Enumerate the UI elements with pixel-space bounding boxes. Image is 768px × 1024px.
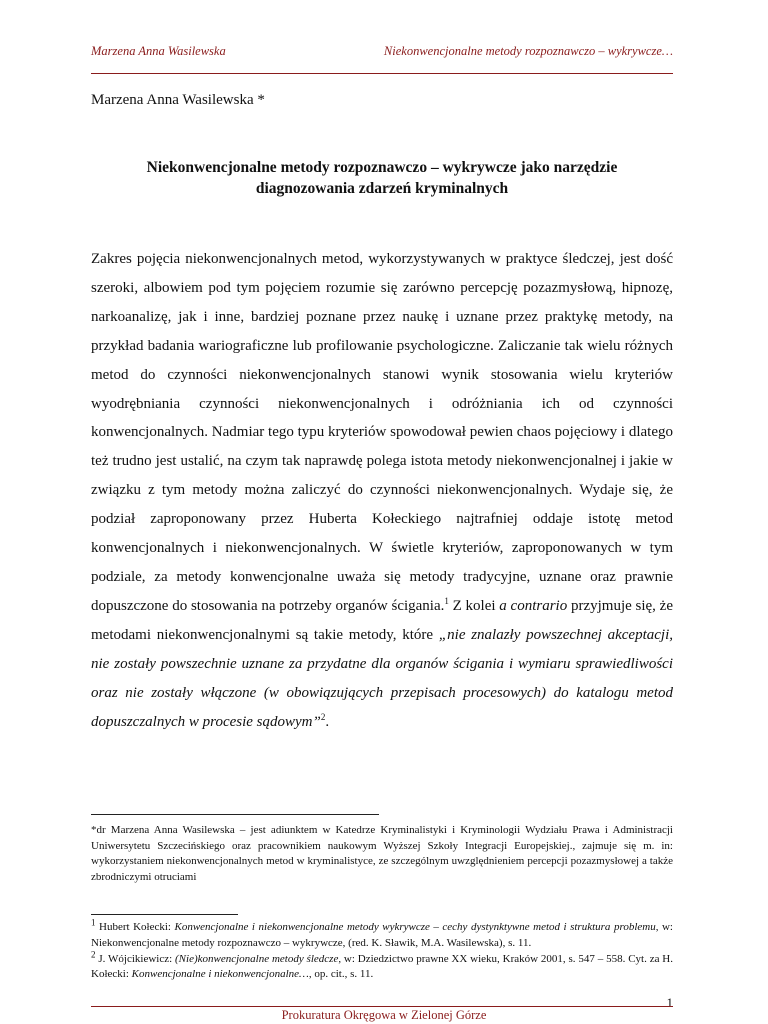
footnote-1-source: , w: Niekonwencjonalne metody rozpoznawczo – wykrywcze, (red. K. Sławik, M.A. Wasilewska), s. 11. [91, 921, 673, 949]
body-text-segment: przyjmuje się, że metodami niekonwencjonalnymi są takie metody, które [91, 597, 673, 643]
footnote-rule [91, 914, 238, 915]
footnote-1-marker: 1 [91, 917, 96, 928]
body-paragraph-1: Zakres pojęcia niekonwencjonalnych metod, wykorzystywanych w praktyce śledczej, jest dość szeroki, albowiem pod tym pojęciem rozumie się zarówno percepcję pozazmysłową, hipnozę, narkoanalizę, jak i inne, bardziej poznane przez naukę i uznane przez praktykę metody, na przykład badania wariograficzne lub profilowanie psychologiczne. Zaliczanie tak wielu różnych metod do czynności niekonwencjonalnych stanowi wynik stosowania wielu kryteriów wyodrębniania czynności niekonwencjonalnych i odróżniania ich od czynności konwencjonalnych. Nadmiar tego typu kryteriów spowodował pewien chaos pojęciowy i dlatego też trudno jest ustalić, na czym tak naprawdę polega istota metody niekonwencjonalnej i jakie w związku z tym metody można zaliczyć do czynności niekonwencjonalnych. Wydaje się, że podział zaproponowany przez Huberta Kołeckiego najtrafniej oddaje istotę metod konwencjonalnych i niekonwencjonalnych. W świetle kryteriów, zaproponowanych w tym podziale, za metody konwencjonalne uważa się metody tradycyjne, uznane oraz prawnie dopuszczone do stosowania na potrzeby organów ścigania. [91, 251, 673, 614]
footnote-2-source: , w: Dziedzictwo prawne XX wieku, Kraków 2001, s. 547 – 558. Cyt. za H. Kołecki: [91, 952, 674, 981]
footer-rule [91, 1006, 673, 1007]
header-title: Niekonwencjonalne metody rozpoznawczo – wykrywcze… [383, 44, 673, 58]
footnote-ref-1[interactable]: 1 [444, 595, 449, 606]
running-footer: Prokuratura Okręgowa w Zielonej Górze [281, 1008, 487, 1022]
body-text-segment: Z kolei [448, 597, 500, 614]
footnote-2 [91, 948, 674, 984]
footnote-1-title: Konwencjonalne i niekonwencjonalne metody wykrywcze – cechy dystynktywne metod i struktura problemu [174, 921, 656, 933]
footnote-ref-2[interactable]: 2 [320, 711, 326, 722]
footnote-2-marker: 2 [91, 948, 96, 959]
title-line-1: Niekonwencjonalne metody rozpoznawczo – wykrywcze jako narzędzie [146, 159, 618, 176]
footnote-1 [91, 917, 673, 952]
author-note: *dr Marzena Anna Wasilewska – jest adiunktem w Katedrze Kryminalistyki i Kryminologii Wydziału Prawa i Administracji Uniwersytetu Szczecińskiego oraz pracownikiem naukowym Wyższej Szkoły Integracji Europejskiej., zajmuje się m. in: wykorzystaniem niekonwencjonalnych metod w kryminalistyce, ze szczególnym uwzględnieniem percepcji pozazmysłowej a także zbrodniczymi otruciami [91, 824, 673, 883]
header-author: Marzena Anna Wasilewska [91, 44, 226, 58]
footnote-2-cited-title: Konwencjonalne i niekonwencjonalne… [131, 968, 309, 981]
article-title [91, 157, 673, 199]
footnote-2-end: , op. cit., s. 11. [308, 968, 374, 981]
author-line: Marzena Anna Wasilewska * [91, 92, 265, 108]
header-rule [91, 73, 673, 74]
footnote-2-title: (Nie)konwencjonalne metody śledcze [175, 952, 339, 965]
body-quote: „nie znalazły powszechnej akceptacji, nie zostały powszechnie uznane za przydatne dla organów ścigania i wymiaru sprawiedliwości oraz nie zostały włączone (w obowiązujących przepisach procesowych) do katalogu metod dopuszczalnych w procesie sądowym” [91, 626, 673, 730]
footnote-2-text: J. Wójcikiewicz: [95, 952, 176, 965]
footnote-1-text: Hubert Kołecki: [95, 921, 175, 933]
footnotes [91, 917, 674, 983]
body-text [91, 245, 673, 736]
author-note-rule [91, 814, 379, 815]
body-italic-phrase: a contrario [499, 597, 568, 614]
page-number: 1 [666, 995, 673, 1010]
body-text-end: . [325, 713, 330, 730]
title-line-2: diagnozowania zdarzeń kryminalnych [255, 180, 509, 197]
running-header [91, 44, 673, 59]
body-paragraph [91, 245, 673, 736]
